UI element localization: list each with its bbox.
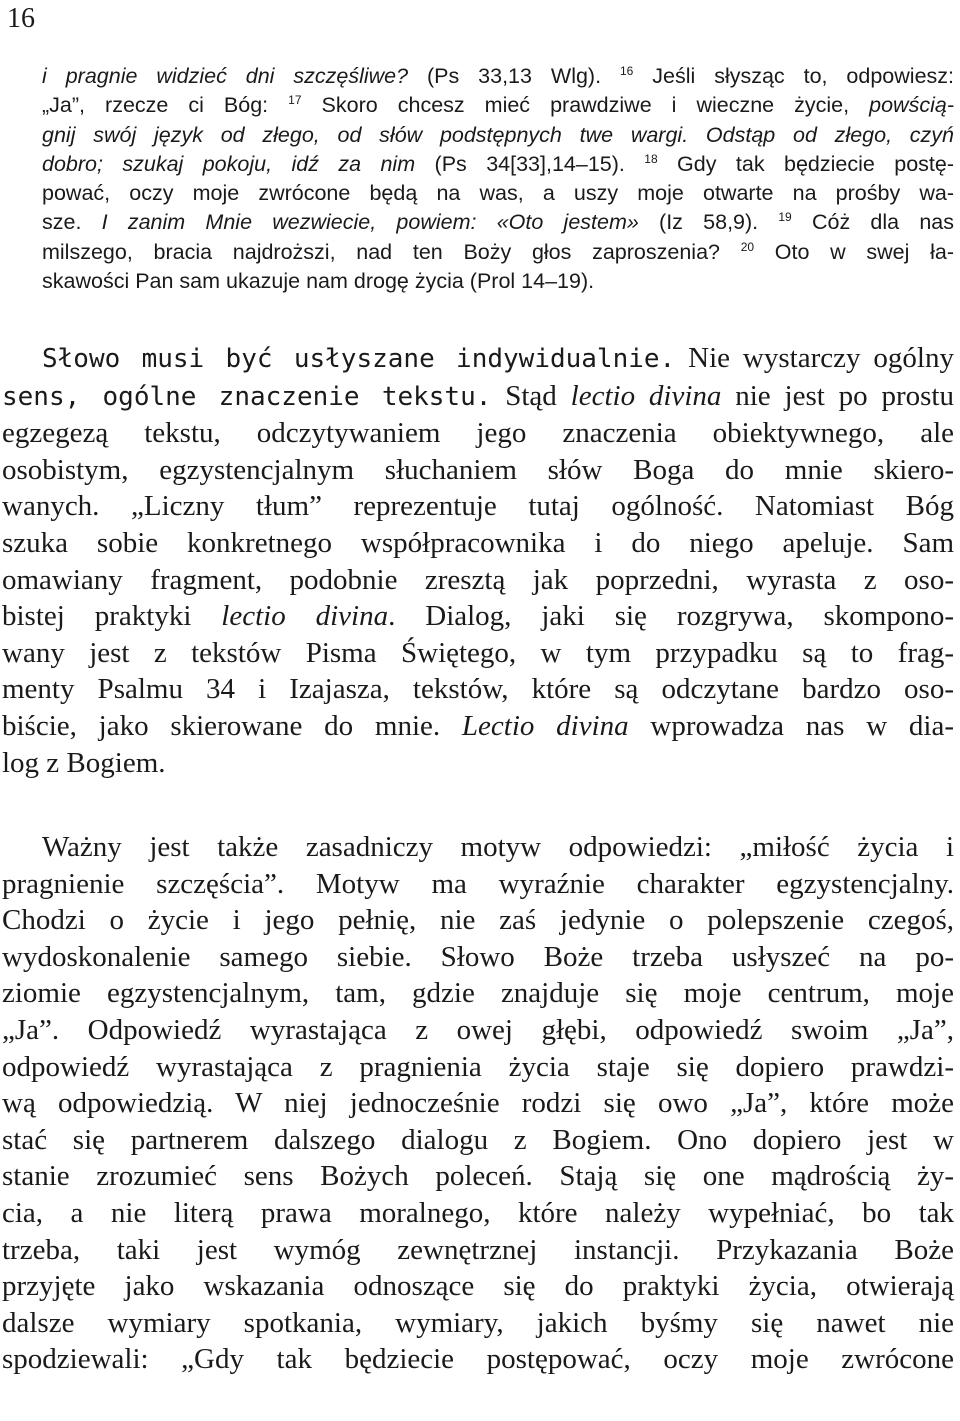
quote-line: pować, oczy moje zwrócone będą na was, a uszy moje otwarte na prośby wa- bbox=[42, 181, 954, 206]
quote-text: (Ps 34[33],14–15). bbox=[415, 151, 645, 176]
paragraph-line: szuka sobie konkretnego współpracownika i do niego apeluje. Sam bbox=[2, 526, 954, 559]
quote-text: Ja”, rzecze ci Bóg: bbox=[49, 93, 289, 118]
paragraph-line: przyjęte jako wskazania odnoszące się do praktyki życia, otwierają bbox=[2, 1270, 954, 1303]
quote-text: milszego, bracia najdroższi, nad ten Boży głos zaproszenia? bbox=[42, 239, 741, 264]
paragraph-line: omawiany fragment, podobnie zresztą jak poprzedni, wyrasta z oso- bbox=[2, 563, 954, 596]
paragraph-text: Stąd bbox=[491, 379, 571, 412]
paragraph-line: cia, a nie literą prawa moralnego, które należy wypełniać, bo tak bbox=[2, 1196, 954, 1229]
quote-text: Oto w swej ła- bbox=[754, 239, 954, 264]
paragraph-line bbox=[2, 340, 954, 378]
quote-italic: powścią- bbox=[869, 93, 954, 118]
paragraph-line: egzegezą tekstu, odczytywaniem jego znaczenia obiektywnego, ale bbox=[2, 417, 954, 450]
paragraph-line: Ważny jest także zasadniczy motyw odpowiedzi: „miłość życia i bbox=[42, 831, 954, 863]
paragraph-italic: Lectio divina bbox=[461, 709, 629, 742]
paragraph-line: ziomie egzystencjalnym, tam, gdzie znajduje się moje centrum, moje bbox=[2, 977, 954, 1010]
quote-text: Cóż dla nas bbox=[791, 210, 954, 235]
quotation-block bbox=[42, 62, 954, 296]
paragraph-text: nie jest po prostu bbox=[721, 379, 954, 412]
paragraph-line bbox=[2, 598, 954, 635]
paragraph-line bbox=[2, 378, 954, 416]
quote-text: Gdy tak będziecie postę- bbox=[657, 151, 954, 176]
body-paragraph-1 bbox=[2, 340, 954, 781]
quote-line: skawości Pan sam ukazuje nam drogę życia (Prol 14–19). bbox=[42, 269, 595, 294]
quote-line bbox=[42, 150, 954, 179]
paragraph-line: wą odpowiedzią. W niej jednocześnie rodzi się owo „Ja”, które może bbox=[2, 1087, 954, 1120]
verse-number: 19 bbox=[778, 210, 792, 225]
paragraph-italic: lectio divina bbox=[570, 379, 722, 412]
quote-line bbox=[42, 62, 954, 91]
paragraph-line: dalsze wymiary spotkania, wymiary, jakich byśmy się nawet nie bbox=[2, 1306, 954, 1339]
quote-line bbox=[42, 208, 954, 237]
body-paragraph-2 bbox=[2, 829, 954, 1378]
paragraph-text: Słowo musi być usłyszane indywidualnie. bbox=[42, 344, 676, 374]
paragraph-line: Chodzi o życie i jego pełnię, nie zaś jedynie o polepszenie czegoś, bbox=[2, 904, 954, 937]
paragraph-line: odpowiedź wyrastająca z pragnienia życia staje się dopiero prawdzi- bbox=[2, 1050, 954, 1083]
paragraph-line bbox=[2, 708, 954, 745]
quote-text: Jeśli słysząc to, odpowiesz: bbox=[633, 64, 954, 88]
paragraph-text: bistej praktyki bbox=[2, 600, 222, 633]
quote-italic: i pragnie widzieć dni szczęśliwe? bbox=[42, 64, 409, 88]
quote-line: „Ja”, rzecze ci Bóg: $^{17}$ Skoro chcesz mieć prawdziwe i wieczne życie, powścią- bbox=[42, 93, 954, 118]
paragraph-line: stać się partnerem dalszego dialogu z Bogiem. Ono dopiero jest w bbox=[2, 1123, 954, 1156]
paragraph-line: osobistym, egzystencjalnym słuchaniem słów Boga do mnie skiero- bbox=[2, 453, 954, 486]
paragraph-line: spodziewali: „Gdy tak będziecie postępować, oczy moje zwrócone bbox=[2, 1343, 954, 1376]
paragraph-line: trzeba, taki jest wymóg zewnętrznej instancji. Przykazania Boże bbox=[2, 1233, 954, 1266]
paragraph-line: wanych. „Liczny tłum” reprezentuje tutaj ogólność. Natomiast Bóg bbox=[2, 490, 954, 523]
verse-number: 18 bbox=[644, 151, 658, 166]
paragraph-text: biście, jako skierowane do mnie. bbox=[2, 709, 462, 742]
verse-number: 17 bbox=[288, 93, 302, 108]
verse-number: 20 bbox=[740, 239, 755, 254]
paragraph-italic: lectio divina bbox=[221, 600, 389, 633]
quote-italic: dobro; szukaj pokoju, idź za nim bbox=[42, 151, 416, 176]
quote-italic: I zanim Mnie wezwiecie, powiem: «Oto jestem» bbox=[101, 210, 639, 235]
quote-text: sze. bbox=[42, 210, 102, 235]
paragraph-line: pragnienie szczęścia”. Motyw ma wyraźnie charakter egzystencjalny. bbox=[2, 867, 954, 900]
paragraph-text: wprowadza nas w dia- bbox=[628, 709, 954, 742]
verse-number: 16 bbox=[619, 64, 634, 78]
paragraph-line: wydoskonalenie samego siebie. Słowo Boże trzeba usłyszeć na po- bbox=[2, 940, 954, 973]
paragraph-line: stanie zrozumieć sens Bożych poleceń. Stają się one mądrością ży- bbox=[2, 1160, 954, 1193]
quote-text: (Ps 33,13 Wlg). bbox=[408, 64, 620, 88]
quote-text: (Iz 58,9). bbox=[638, 210, 779, 235]
paragraph-text: . Dialog, jaki się rozgrywa, skompono- bbox=[388, 600, 954, 633]
quote-italic: gnij swój język od złego, od słów podstępnych twe wargi. Odstąp od złego, czyń bbox=[42, 122, 954, 147]
paragraph-line: log z Bogiem. bbox=[2, 746, 166, 779]
quote-line bbox=[42, 121, 954, 150]
paragraph-line: wany jest z tekstów Pisma Świętego, w tym przypadku są to frag- bbox=[2, 636, 954, 669]
paragraph-text: Nie wystarczy ogólny bbox=[675, 342, 954, 374]
quote-line bbox=[42, 238, 954, 267]
quote-text: Skoro chcesz mieć prawdziwe i wieczne życie, bbox=[301, 93, 870, 118]
paragraph-text: sens, ogólne znaczenie tekstu. bbox=[2, 381, 492, 412]
paragraph-line: menty Psalmu 34 i Izajasza, tekstów, które są odczytane bardzo oso- bbox=[2, 673, 954, 706]
paragraph-line: „Ja”. Odpowiedź wyrastająca z owej głębi, odpowiedź swoim „Ja”, bbox=[2, 1013, 954, 1046]
page-number: 16 bbox=[7, 3, 35, 34]
